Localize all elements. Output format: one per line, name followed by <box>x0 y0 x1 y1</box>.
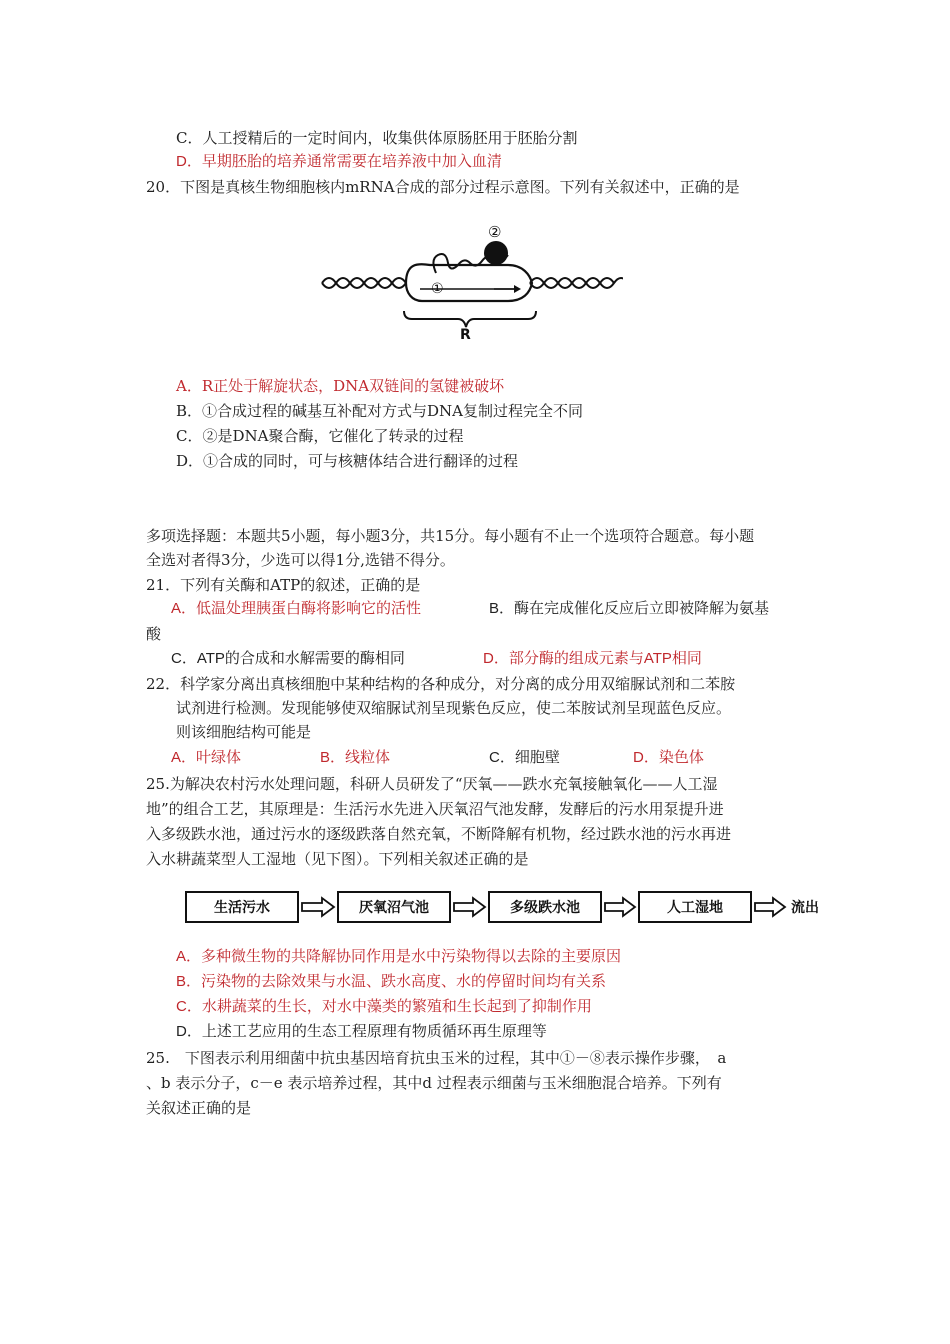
q25a-option-b: B．污染物的去除效果与水温、跌水高度、水的停留时间均有关系 <box>176 973 607 990</box>
q22-stem-line2: 试剂进行检测。发现能够使双缩脲试剂呈现紫色反应，使二苯胺试剂呈现蓝色反应。 <box>176 699 732 717</box>
flow-arrow-4 <box>755 898 785 916</box>
q25b-stem-line3: 关叙述正确的是 <box>146 1099 252 1117</box>
transcription-bubble <box>406 264 532 301</box>
q22-option-b: B．线粒体 <box>320 749 391 766</box>
q22-stem-line3: 则该细胞结构可能是 <box>176 723 312 741</box>
flow-arrow-2 <box>454 898 485 916</box>
brace-r <box>404 311 536 327</box>
q19-option-c: C．人工授精后的一定时间内，收集供体原肠胚用于胚胎分割 <box>176 129 578 147</box>
q20-option-c: C．②是DNA聚合酶，它催化了转录的过程 <box>176 427 464 445</box>
section-instructions-line1: 多项选择题：本题共5小题，每小题3分，共15分。每小题有不止一个选项符合题意。每小题 <box>146 527 755 545</box>
q25a-option-d: D．上述工艺应用的生态工程原理有物质循环再生原理等 <box>176 1023 547 1040</box>
diagram-label-r: R <box>460 327 471 343</box>
dna-helix-left <box>322 278 406 288</box>
section-instructions-line2: 全选对者得3分，少选可以得1分,选错不得分。 <box>146 551 455 569</box>
q20-option-d: D．①合成的同时，可与核糖体结合进行翻译的过程 <box>176 452 519 470</box>
transcription-diagram <box>318 215 623 343</box>
flow-end-label: 流出 <box>791 900 819 916</box>
q25a-stem-line2: 地”的组合工艺，其原理是：生活污水先进入厌氧沼气池发酵，发酵后的污水用泵提升进 <box>146 800 724 818</box>
flow-box-1-label: 生活污水 <box>214 900 270 916</box>
q21-option-d: D．部分酶的组成元素与ATP相同 <box>483 650 702 667</box>
dna-helix-right <box>530 278 623 288</box>
flow-arrow-1 <box>302 898 334 916</box>
flow-box-3-label: 多级跌水池 <box>510 900 580 916</box>
q25a-option-c: C．水耕蔬菜的生长，对水中藻类的繁殖和生长起到了抑制作用 <box>176 998 592 1015</box>
diagram-label-1: ① <box>431 281 444 297</box>
q19-option-d: D．早期胚胎的培养通常需要在培养液中加入血清 <box>176 153 502 170</box>
rna-polymerase-blob <box>484 241 508 265</box>
q21-option-b: B．酶在完成催化反应后立即被降解为氨基 <box>489 600 770 617</box>
q22-option-d: D．染色体 <box>633 749 704 766</box>
q20-option-b: B．①合成过程的碱基互补配对方式与DNA复制过程完全不同 <box>176 402 584 420</box>
flow-box-4-label: 人工湿地 <box>667 900 723 916</box>
q25b-stem-line1: 25. 下图表示利用细菌中抗虫基因培育抗虫玉米的过程，其中①－⑧表示操作步骤， a <box>146 1049 727 1067</box>
q25a-stem-line1: 25.为解决农村污水处理问题，科研人员研发了“厌氧——跌水充氧接触氧化——人工湿 <box>146 775 718 793</box>
q20-option-a: A．R正处于解旋状态，DNA双链间的氢键被破坏 <box>176 377 505 395</box>
q22-option-c: C．细胞壁 <box>489 749 560 766</box>
q21-option-a: A．低温处理胰蛋白酶将影响它的活性 <box>171 600 422 617</box>
q22-stem-line1: 22．科学家分离出真核细胞中某种结构的各种成分，对分离的成分用双缩脲试剂和二苯胺 <box>146 675 736 693</box>
q21-option-c: C．ATP的合成和水解需要的酶相同 <box>171 650 405 667</box>
q20-stem: 20．下图是真核生物细胞核内mRNA合成的部分过程示意图。下列有关叙述中，正确的是 <box>146 178 740 196</box>
q21-stem: 21．下列有关酶和ATP的叙述，正确的是 <box>146 576 421 594</box>
q21-option-b-continued: 酸 <box>146 625 162 643</box>
q25a-stem-line4: 入水耕蔬菜型人工湿地（见下图）。下列相关叙述正确的是 <box>146 850 529 868</box>
flow-box-2-label: 厌氧沼气池 <box>359 900 429 916</box>
diagram-label-2: ② <box>488 223 502 241</box>
q22-option-a: A．叶绿体 <box>171 749 242 766</box>
process-flowchart <box>184 888 824 926</box>
flow-arrow-3 <box>605 898 635 916</box>
q25a-option-a: A．多种微生物的共降解协同作用是水中污染物得以去除的主要原因 <box>176 948 622 965</box>
q25a-stem-line3: 入多级跌水池，通过污水的逐级跌落自然充氧，不断降解有机物，经过跌水池的污水再进 <box>146 825 732 843</box>
q25b-stem-line2: 、b 表示分子，c－e 表示培养过程，其中d 过程表示细菌与玉米细胞混合培养。下列有 <box>146 1074 722 1092</box>
